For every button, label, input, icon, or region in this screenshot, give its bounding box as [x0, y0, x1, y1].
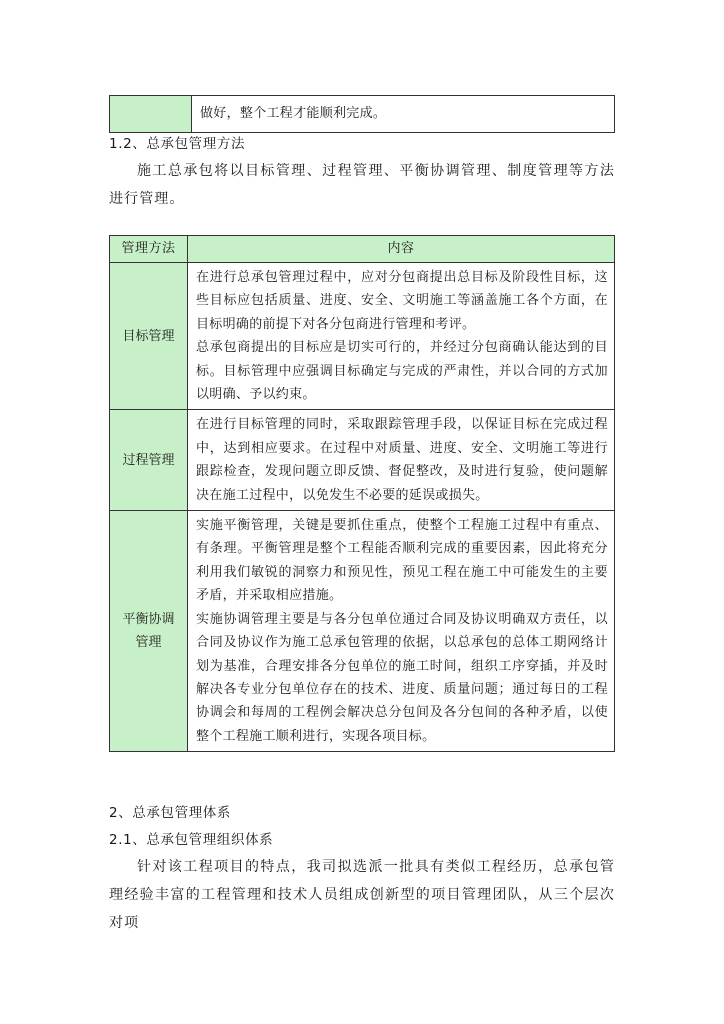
header-cell-content: 内容 — [188, 236, 615, 263]
content-paragraph: 在进行总承包管理过程中，应对分包商提出总目标及阶段性目标，这些目标应包括质量、进度、安全、文明施工等涵盖施工各个方面，在目标明确的前提下对各分包商进行管理和考评。 — [196, 270, 608, 332]
closing-paragraph: 针对该工程项目的特点，我司拟选派一批具有类似工程经历，总承包管理经验丰富的工程管理和技术人员组成创新型的项目管理团队，从三个层次对项 — [109, 859, 615, 931]
content-cell — [188, 511, 615, 752]
method-cell: 过程管理 — [110, 410, 188, 511]
table-cell-text: 做好，整个工程才能顺利完成。 — [192, 96, 615, 133]
table-row — [110, 96, 615, 133]
content-paragraph: 总承包商提出的目标应是切实可行的，并经过分包商确认能达到的目标。目标管理中应强调目标确定与完成的严肃性，并以合同的方式加以明确、予以约束。 — [196, 340, 608, 403]
top-table-fragment — [109, 95, 615, 133]
table-header-row — [110, 236, 615, 263]
intro-paragraph: 施工总承包将以目标管理、过程管理、平衡协调管理、制度管理等方法进行管理。 — [109, 163, 615, 207]
table-row — [110, 263, 615, 410]
section-heading-1-2: 1.2、总承包管理方法 — [109, 136, 246, 152]
content-cell — [188, 263, 615, 410]
method-cell: 目标管理 — [110, 263, 188, 410]
content-cell — [188, 410, 615, 511]
method-cell: 平衡协调管理 — [110, 511, 188, 752]
section-heading-2-1: 2.1、总承包管理组织体系 — [109, 832, 274, 848]
table-cell-empty — [110, 96, 192, 133]
table-row — [110, 511, 615, 752]
content-paragraph: 实施协调管理主要是与各分包单位通过合同及协议明确双方责任，以合同及协议作为施工总承包管理的依据，以总承包的总体工期网络计划为基准，合理安排各分包单位的施工时间，组织工序穿插，并及时解决各专业分包单位存在的技术、进度、质量问题；通过每日的工程协调会和每周的工程例会解决总分包间及各分包间的各种矛盾，以使整个工程施工顺利进行，实现各项目标。 — [196, 611, 608, 744]
header-cell-method: 管理方法 — [110, 236, 188, 263]
table-row — [110, 410, 615, 511]
section-heading-2: 2、总承包管理体系 — [109, 805, 231, 821]
management-methods-table — [109, 235, 615, 752]
content-paragraph: 实施平衡管理，关键是要抓住重点，使整个工程施工过程中有重点、有条理。平衡管理是整个工程能否顺利完成的重要因素，因此将充分利用我们敏锐的洞察力和预见性，预见工程在施工中可能发生的主要矛盾，并采取相应措施。 — [196, 518, 608, 604]
content-paragraph: 在进行目标管理的同时，采取跟踪管理手段，以保证目标在完成过程中，达到相应要求。在过程中对质量、进度、安全、文明施工等进行跟踪检查，发现问题立即反馈、督促整改，及时进行复验，使问题解决在施工过程中，以免发生不必要的延误或损失。 — [196, 417, 608, 503]
